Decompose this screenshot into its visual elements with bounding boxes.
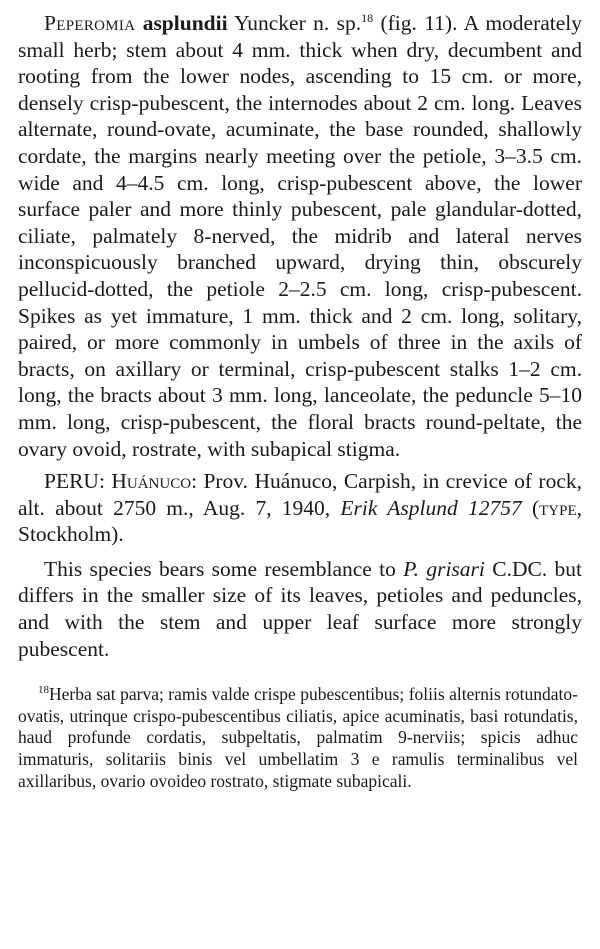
collector-name: Erik Asplund 12757	[340, 495, 522, 520]
description-text: A moderately small herb; stem about 4 mm. thick when dry, decumbent and rooting from the lower nodes, ascending to 15 cm. or more, densely crisp-pubescent, the internodes about 2 cm. long. Leaves alternate, round-ovate, acuminate, the base rounded, shallowly cordate, the margins nearly meeting over the petiole, 3–3.5 cm. wide and 4–4.5 cm. long, crisp-pubescent above, the lower surface paler and more thinly pubescent, pale glandular-dotted, ciliate, palmately 8-nerved, the midrib and lateral nerves inconspicuously branched upward, drying thin, obscurely pellucid-dotted, the petiole 2–2.5 cm. long, crisp-pubescent. Spikes as yet immature, 1 mm. thick and 2 cm. long, solitary, paired, or more commonly in umbels of three in the axils of bracts, on axillary or terminal, crisp-pubescent stalks 1–2 cm. long, the bracts about 3 mm. long, lanceolate, the peduncle 5–10 mm. long, crisp-pubescent, the floral bracts round-peltate, the ovary ovoid, rostrate, with subapical stigma.	[18, 11, 583, 461]
footnote-number: 18	[38, 684, 49, 697]
herbarium-text: , Stockholm).	[18, 495, 582, 547]
species-epithet: asplundii	[142, 11, 228, 35]
footnote-reference[interactable]: 18	[361, 10, 374, 25]
department-name: Huánuco	[111, 469, 192, 494]
remark-before: This species bears some resemblance to	[44, 556, 396, 581]
footnote	[18, 684, 582, 792]
remark-paragraph	[18, 556, 582, 662]
country-name: PERU	[44, 469, 99, 494]
figure-reference: (fig. 11).	[380, 11, 458, 35]
footnote-text: Herba sat parva; ramis valde crispe pubescentibus; foliis alternis rotundato-ovatis, utrinque crispo-pubescentibus ciliatis, apice acuminatis, basi rotundatis, haud profunde cordatis, subpeltatis, palmatim 9-nerviis; spicis adhuc immaturis, solitariis binis vel umbellatim 3 e ramulis terminalibus vel axillaribus, ovario ovoideo rostrato, stigmate subapicali.	[18, 684, 578, 791]
locality-text: : Prov. Huánuco, Carpish, in crevice of rock, alt. about 2750 m., Aug. 7, 1940,	[18, 469, 582, 520]
remark-after: C.DC. but differs in the smaller size of its leaves, petioles and peduncles, and with the stem and upper leaf surface more strongly pubescent.	[18, 556, 583, 661]
genus-name: Peperomia	[44, 11, 136, 35]
type-locality-paragraph: PERU: Huánuco: Prov. Huánuco, Carpish, in crevice of rock, alt. about 2750 m., Aug. 7, 1940, Erik Asplund 12757 (type, Stockholm).	[18, 469, 582, 547]
species-author: Yuncker n. sp.	[234, 11, 362, 35]
species-description-paragraph	[18, 10, 582, 462]
type-label: type	[539, 495, 577, 520]
compared-species: P. grisari	[403, 556, 485, 581]
